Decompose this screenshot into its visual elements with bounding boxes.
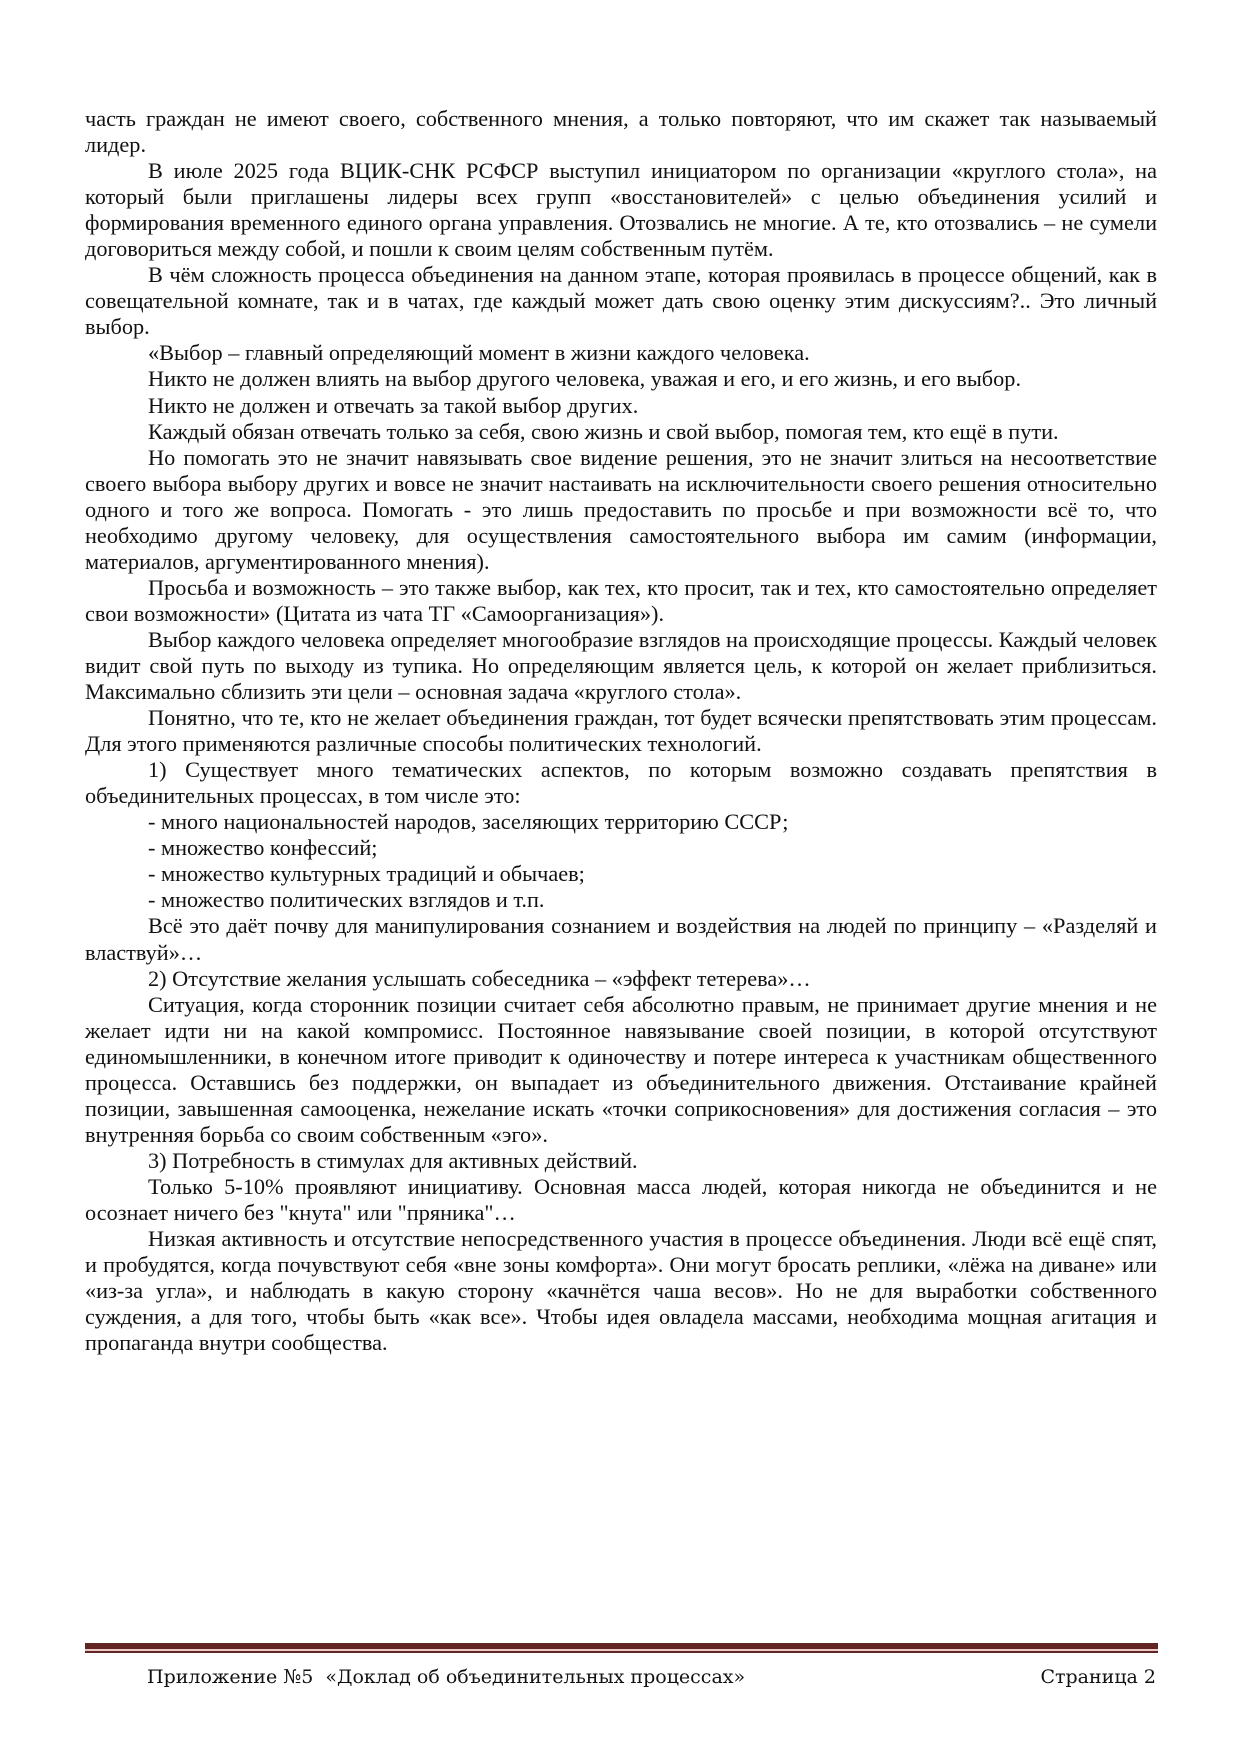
paragraph: Выбор каждого человека определяет многообразие взглядов на происходящие процессы. Каждый человек видит свой путь по выходу из тупика. Но определяющим является цель, к которой он желает приблизиться. Максимально сблизить эти цели – основная задача «круглого стола». [85, 626, 1157, 705]
document-body [85, 106, 1157, 1356]
paragraph: Низкая активность и отсутствие непосредственного участия в процессе объединения. Люди всё ещё спят, и пробудятся, когда почувствуют себя «вне зоны комфорта». Они могут бросать реплики, «лёжа на диване» или «из-за угла», и наблюдать в какую сторону «качнётся чаша весов». Но не для выработки собственного суждения, а для того, чтобы быть «как все». Чтобы идея овладела массами, необходима мощная агитация и пропаганда внутри сообщества. [85, 1226, 1157, 1356]
quote-paragraph: «Выбор – главный определяющий момент в жизни каждого человека. [148, 340, 810, 366]
paragraph: часть граждан не имеют своего, собственного мнения, а только повторяют, что им скажет так называемый лидер. [85, 106, 1157, 158]
paragraph: В чём сложность процесса объединения на данном этапе, которая проявилась в процессе общений, как в совещательной комнате, так и в чатах, где каждый может дать свою оценку этим дискуссиям?.. Это личный выбор. [85, 262, 1157, 340]
numbered-item: 2) Отсутствие желания услышать собеседника – «эффект тетерева»… [148, 965, 811, 991]
bullet-item: - много национальностей народов, заселяющих территорию СССР; [148, 809, 789, 835]
footer-divider-thin-line [85, 1651, 1158, 1653]
paragraph: Всё это даёт почву для манипулирования сознанием и воздействия на людей по принципу – «Разделяй и властвуй»… [85, 913, 1157, 965]
paragraph: Понятно, что те, кто не желает объединения граждан, тот будет всячески препятствовать этим процессам. Для этого применяются различные способы политических технологий. [85, 705, 1157, 757]
quote-paragraph: Каждый обязан отвечать только за себя, свою жизнь и свой выбор, помогая тем, кто ещё в пути. [148, 418, 1059, 444]
paragraph: Ситуация, когда сторонник позиции считает себя абсолютно правым, не принимает другие мнения и не желает идти ни на какой компромисс. Постоянное навязывание своей позиции, в которой отсутствуют единомышленники, в конечном итоге приводит к одиночеству и потере интереса к участникам общественного процесса. Оставшись без поддержки, он выпадает из объединительного движения. Отстаивание крайней позиции, завышенная самооценка, нежелание искать «точки соприкосновения» для достижения согласия – это внутренняя борьба со своим собственным «эго». [85, 991, 1157, 1147]
footer-page-number: Страница 2 [1040, 1666, 1156, 1688]
paragraph: Только 5-10% проявляют инициативу. Основная масса людей, которая никогда не объединится и не осознает ничего без "кнута" или "пряника"… [85, 1173, 1157, 1225]
quote-paragraph: Никто не должен влиять на выбор другого человека, уважая и его, и его жизнь, и его выбор. [148, 366, 1022, 392]
quote-paragraph: Но помогать это не значит навязывать свое видение решения, это не значит злиться на несоответствие своего выбора выбору других и вовсе не значит настаивать на исключительности своего решения относительно одного и того же вопроса. Помогать - это лишь предоставить по просьбе и при возможности всё то, что необходимо другому человеку, для осуществления самостоятельного выбора им самим (информации, материалов, аргументированного мнения). [85, 444, 1157, 574]
bullet-item: - множество политических взглядов и т.п. [148, 887, 545, 913]
bullet-item: - множество конфессий; [148, 835, 378, 861]
footer-divider [85, 1643, 1158, 1654]
footer-document-title: Приложение №5 «Доклад об объединительных процессах» [147, 1666, 746, 1688]
bullet-item: - множество культурных традиций и обычаев; [148, 861, 585, 887]
page-footer [85, 1666, 1158, 1698]
numbered-item: 1) Существует много тематических аспектов, по которым возможно создавать препятствия в объединительных процессах, в том числе это: [85, 757, 1157, 809]
quote-paragraph: Просьба и возможность – это также выбор, как тех, кто просит, так и тех, кто самостоятельно определяет свои возможности» (Цитата из чата ТГ «Самоорганизация»). [85, 574, 1157, 626]
numbered-item: 3) Потребность в стимулах для активных действий. [148, 1147, 638, 1173]
quote-paragraph: Никто не должен и отвечать за такой выбор других. [148, 392, 639, 418]
paragraph: В июле 2025 года ВЦИК-СНК РСФСР выступил инициатором по организации «круглого стола», на который были приглашены лидеры всех групп «восстановителей» с целью объединения усилий и формирования временного единого органа управления. Отозвались не многие. А те, кто отозвались – не сумели договориться между собой, и пошли к своим целям собственным путём. [85, 158, 1157, 262]
